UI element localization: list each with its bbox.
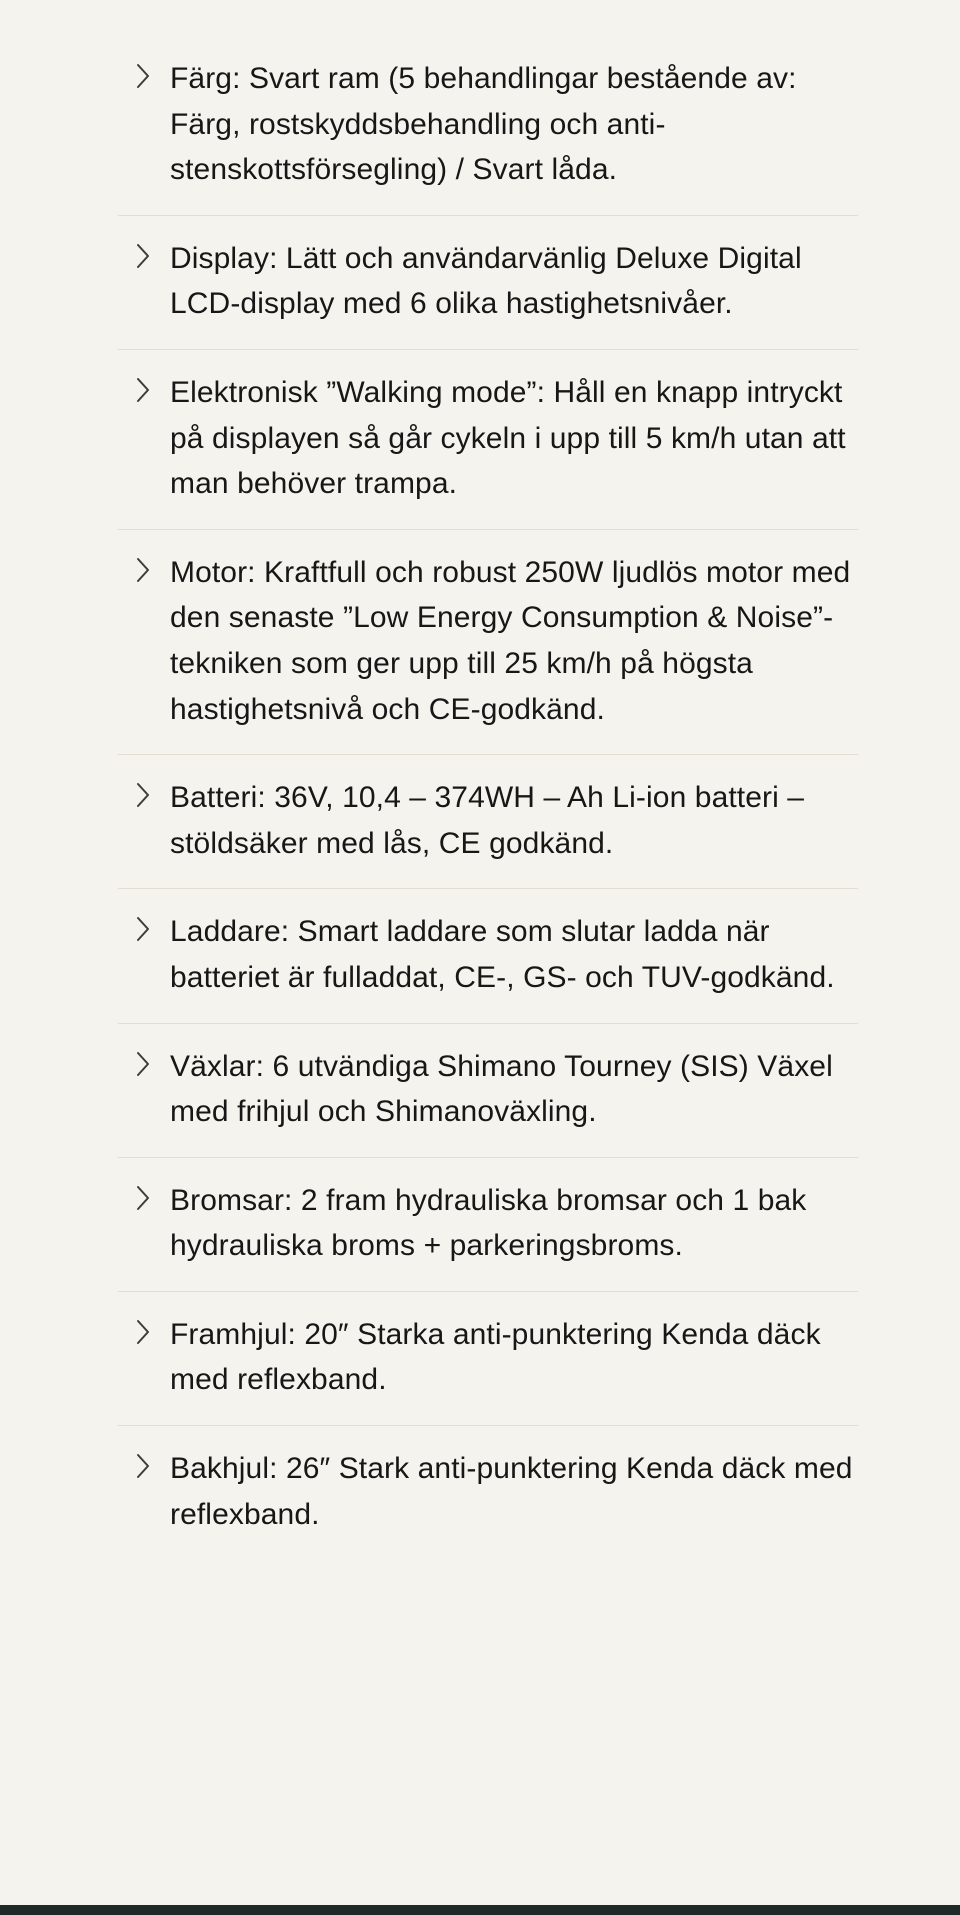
chevron-right-icon <box>118 1178 170 1212</box>
chevron-right-icon <box>118 909 170 943</box>
specification-text: Elektronisk ”Walking mode”: Håll en knapp intryckt på displayen så går cykeln i upp till 5 km/h utan att man behöver trampa. <box>170 375 846 501</box>
list-item <box>118 755 858 889</box>
specification-text: Bakhjul: 26″ Stark anti-punktering Kenda däck med reflexband. <box>170 1452 853 1531</box>
list-item <box>118 1426 858 1559</box>
specification-text: Växlar: 6 utvändiga Shimano Tourney (SIS) Växel med frihjul och Shimanoväxling. <box>170 1049 833 1129</box>
specification-text: Färg: Svart ram (5 behandlingar bestående av: Färg, rostskyddsbehandling och anti-stenskottsförsegling) / Svart låda. <box>170 62 797 187</box>
list-item <box>118 530 858 755</box>
list-item <box>118 889 858 1023</box>
specification-text: Display: Lätt och användarvänlig Deluxe Digital LCD-display med 6 olika hastighetsnivåer. <box>170 241 802 321</box>
list-item <box>118 1158 858 1292</box>
chevron-right-icon <box>118 370 170 404</box>
specification-text: Motor: Kraftfull och robust 250W ljudlös motor med den senaste ”Low Energy Consumption & Noise”-tekniken som ger upp till 25 km/h på högsta hastighetsnivå och CE-godkänd. <box>170 555 851 726</box>
chevron-right-icon <box>118 236 170 270</box>
list-item <box>118 1292 858 1426</box>
specification-list <box>118 0 858 1559</box>
chevron-right-icon <box>118 775 170 809</box>
page-bottom-bar <box>0 1905 960 1915</box>
chevron-right-icon <box>118 550 170 584</box>
specification-text: Bromsar: 2 fram hydrauliska bromsar och 1 bak hydrauliska broms + parkeringsbroms. <box>170 1183 807 1263</box>
list-item <box>118 36 858 216</box>
list-item <box>118 350 858 530</box>
list-item <box>118 1024 858 1158</box>
chevron-right-icon <box>118 56 170 90</box>
chevron-right-icon <box>118 1312 170 1346</box>
list-item <box>118 216 858 350</box>
chevron-right-icon <box>118 1044 170 1078</box>
specification-text: Laddare: Smart laddare som slutar ladda när batteriet är fulladdat, CE-, GS- och TUV-godkänd. <box>170 915 835 994</box>
chevron-right-icon <box>118 1446 170 1480</box>
specification-text: Framhjul: 20″ Starka anti-punktering Kenda däck med reflexband. <box>170 1317 821 1397</box>
specification-text: Batteri: 36V, 10,4 – 374WH – Ah Li-ion batteri – stöldsäker med lås, CE godkänd. <box>170 781 805 860</box>
